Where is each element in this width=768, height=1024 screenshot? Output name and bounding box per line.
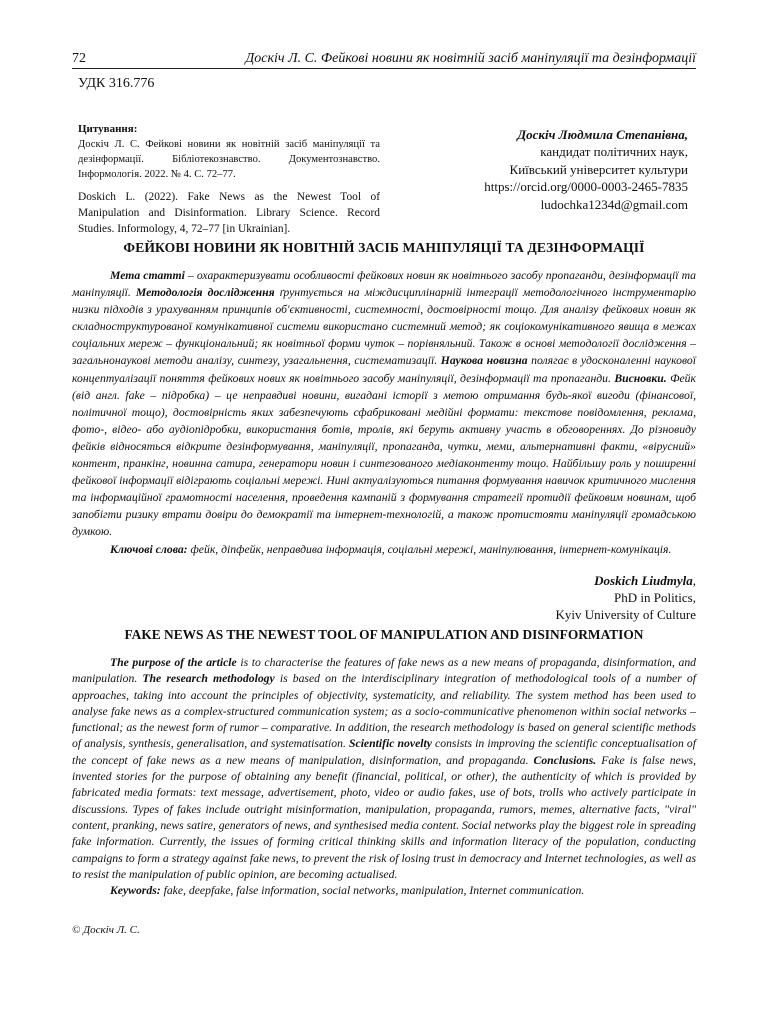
citation-ua: Доскіч Л. С. Фейкові новини як новітній засіб маніпуляції та дезінформації. Бібліотекознавство. Документознавство. Інформологія. 2022. № 4. С. 72–77. xyxy=(78,139,380,180)
purpose-label-ua: Мета статті xyxy=(110,269,185,282)
running-title: Доскіч Л. С. Фейкові новини як новітній засіб маніпуляції та дезінформації xyxy=(245,51,696,66)
abstract-en-body xyxy=(72,655,696,883)
conclusions-label-ua: Висновки. xyxy=(614,371,667,385)
keywords-text-en: fake, deepfake, false information, social networks, manipulation, Internet communication. xyxy=(160,884,585,898)
author-info-en xyxy=(396,572,696,623)
citation-heading: Цитування: xyxy=(78,123,138,135)
method-text-en: is based on the interdisciplinary integration of methodological tools of a number of approaches, taking into account the principles of objectivity, systematicity, and reliability. The system method has been used to analyse fake news as a complex-structured communication system; as a socio-communicative phenomenon within social networks – functional; as the newest form of rumor – comparative. In addition, the research methodology is based on general scientific methods of analysis, synthesis, generalisation, and systematisation. xyxy=(72,672,697,751)
author-affiliation-en: Kyiv University of Culture xyxy=(555,607,696,622)
author-name-en-line xyxy=(396,572,696,589)
abstract-ua-body xyxy=(72,267,696,541)
udc-code: УДК 316.776 xyxy=(78,76,155,91)
purpose-label-en: The purpose of the article xyxy=(110,656,237,669)
novelty-label-en: Scientific novelty xyxy=(349,737,432,751)
conclusions-text-en: Fake is false news, invented stories for the purpose of obtaining any benefit (financial, political, or other), the authenticity of which is provided by fabricated media formats: text message, advertisement, photo, video or audio fakes, use of bots, trolls who actively participate in discussions. Types of fakes include outright misinformation, manipulation, propaganda, rumors, memes, alternative facts, "viral" content, pranking, news satire, generators of news, and synthesised media content. Social networks play the biggest role in spreading fake information. Currently, the issues of forming critical thinking skills and information literacy of the population, conducting campaigns to form a strategy against fake news, to prevent the risk of losing trust in democracy and Internet technologies, as well as to resist the manipulation of public opinion, are becoming actualised. xyxy=(72,753,696,881)
citation-block xyxy=(78,122,380,237)
keywords-ua xyxy=(72,541,696,558)
author-degree-ua: кандидат політичних наук, xyxy=(540,144,688,160)
citation-en: Doskich L. (2022). Fake News as the Newest Tool of Manipulation and Disinformation. Library Science. Record Studies. Informology, 4, 72–77 [in Ukrainian]. xyxy=(78,191,380,235)
method-text-ua: ґрунтується на міждисциплінарній інтеграції методологічного інструментарію низки підходів з урахуванням принципів об'єктивності, системності, достовірності тощо. Для аналізу фейкових новин як складноструктурованої комунікативної системи використано системний метод; як соціокомунікативного явища в межах соціальних мереж – функціональний; як новітньої форми чуток – порівняльний. Також в основі методології дослідження – загальнонаукові методи аналізу, синтезу, узагальнення, систематизації. xyxy=(72,286,696,368)
abstract-en xyxy=(72,655,696,899)
novelty-label-ua: Наукова новизна xyxy=(440,354,528,368)
author-email[interactable]: ludochka1234d@gmail.com xyxy=(540,196,688,212)
keywords-label-ua: Ключові слова: xyxy=(110,542,188,556)
article-title-ua: ФЕЙКОВІ НОВИНИ ЯК НОВІТНІЙ ЗАСІБ МАНІПУЛЯЦІЇ ТА ДЕЗІНФОРМАЦІЇ xyxy=(123,240,645,255)
conclusions-label-en: Conclusions. xyxy=(533,753,597,767)
purpose-text-ua: – охарактеризувати особливості фейкових новин як новітнього засобу пропаганди, дезінформації та маніпуляції. xyxy=(72,269,697,300)
author-info-ua xyxy=(388,126,688,213)
conclusions-text-ua: Фейк (від англ. fake – підробка) – це неправдиві новини, вигадані історії з метою отримання будь-якої вигоди (фінансової, політичної тощо), достовірність яких забезпечують сфабриковані медійні формати: текстове повідомлення, реклама, фото-, відео- або аудіопідробки, використання ботів, тролів, які беруть активну участь в обговореннях. До різновиду фейків відносяться відкрите дезінформування, маніпуляції, пропаганда, чутки, меми, альтернативні факти, «вірусний» контент, пранкінг, новинна сатира, генератори новин і синтезованого медіаконтенту тощо. Найбільшу роль у поширенні фейкової інформації відіграють соціальні мережі. Нині актуалізуються питання формування навичок критичного мислення та інформаційної грамотності населення, проведення кампаній з формування стратегії протидії фейковим новинам, щоб запобігти ризику втрати довіри до демократії та інтернет-технологій, а також протистояти маніпуляції громадською думкою. xyxy=(72,371,696,539)
purpose-text-en: is to characterise the features of fake news as a new means of propaganda, disinformation, and manipulation. xyxy=(72,656,697,686)
article-title-en: FAKE NEWS AS THE NEWEST TOOL OF MANIPULATION AND DISINFORMATION xyxy=(124,627,644,642)
keywords-text-ua: фейк, діпфейк, неправдива інформація, соціальні мережі, маніпулювання, інтернет-комунікація. xyxy=(187,542,672,556)
author-orcid[interactable]: https://orcid.org/0000-0003-2465-7835 xyxy=(484,179,688,195)
method-label-ua: Методологія дослідження xyxy=(135,286,275,300)
author-affiliation-ua: Київський університет культури xyxy=(509,161,688,177)
abstract-ua xyxy=(72,267,696,558)
author-degree-en: PhD in Politics, xyxy=(614,590,696,605)
keywords-label-en: Keywords: xyxy=(110,884,161,898)
novelty-text-ua: полягає в удосконаленні наукової концептуалізації поняття фейкових нових як новітнього засобу маніпуляції, дезінформації та пропаганди. xyxy=(72,354,696,385)
running-header xyxy=(72,50,696,69)
method-label-en: The research methodology xyxy=(142,672,275,686)
copyright-note: © Доскіч Л. С. xyxy=(72,924,140,936)
author-name-ua: Доскіч Людмила Степанівна, xyxy=(517,127,688,142)
author-name-en: Doskich Liudmyla xyxy=(594,573,693,588)
page-number: 72 xyxy=(72,51,86,66)
author-name-en-suffix: , xyxy=(692,573,696,588)
novelty-text-en: consists in improving the scientific conceptualisation of the concept of fake news as a new means of manipulation, disinformation, and propaganda. xyxy=(72,737,697,767)
keywords-en xyxy=(72,883,696,899)
